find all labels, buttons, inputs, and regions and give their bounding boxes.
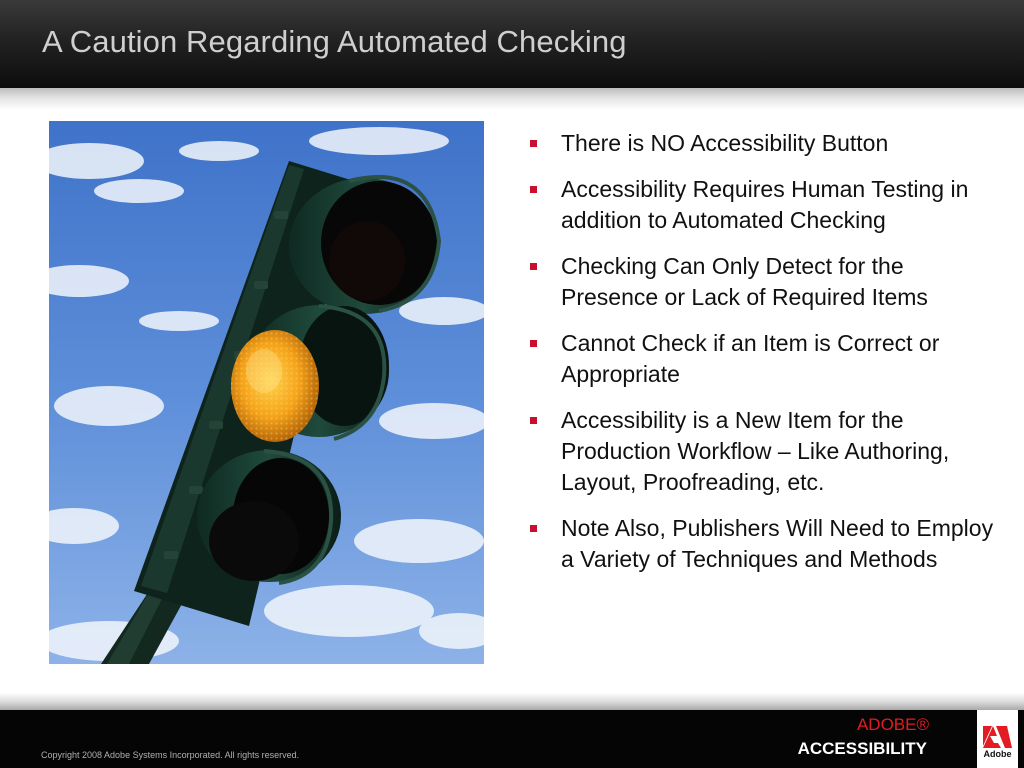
traffic-light-photo xyxy=(49,121,484,664)
brand-product: ACCESSIBILITY xyxy=(797,739,927,758)
bullet-marker-icon xyxy=(530,417,537,424)
bullet-item xyxy=(530,405,1000,498)
copyright-text: Copyright 2008 Adobe Systems Incorporated. All rights reserved. xyxy=(41,750,300,760)
bullet-item xyxy=(530,128,1000,159)
bullet-marker-icon xyxy=(530,186,537,193)
adobe-logo-icon xyxy=(977,710,1018,768)
bullet-marker-icon xyxy=(530,340,537,347)
bullet-text: Cannot Check if an Item is Correct or Appropriate xyxy=(561,330,940,387)
slide-footer xyxy=(0,710,1024,768)
bullet-item xyxy=(530,251,1000,313)
bullet-item xyxy=(530,513,1000,575)
slide-title: A Caution Regarding Automated Checking xyxy=(42,24,627,59)
adobe-logo-text: Adobe xyxy=(983,749,1012,759)
bullet-marker-icon xyxy=(530,263,537,270)
bullet-list xyxy=(530,128,1000,590)
header-divider xyxy=(0,88,1024,110)
bullet-text: Accessibility Requires Human Testing in addition to Automated Checking xyxy=(561,176,969,233)
brand-name: ADOBE® xyxy=(856,715,929,734)
bullet-text: Note Also, Publishers Will Need to Employ a Variety of Techniques and Methods xyxy=(561,515,994,572)
bullet-text: Accessibility is a New Item for the Production Workflow – Like Authoring, Layout, Proofreading, etc. xyxy=(561,407,950,495)
bullet-marker-icon xyxy=(530,525,537,532)
footer-divider xyxy=(0,693,1024,710)
bullet-text: There is NO Accessibility Button xyxy=(561,130,889,156)
bullet-text: Checking Can Only Detect for the Presence or Lack of Required Items xyxy=(561,253,928,310)
bullet-item xyxy=(530,174,1000,236)
bullet-item xyxy=(530,328,1000,390)
slide-header xyxy=(0,0,1024,88)
bullet-marker-icon xyxy=(530,140,537,147)
